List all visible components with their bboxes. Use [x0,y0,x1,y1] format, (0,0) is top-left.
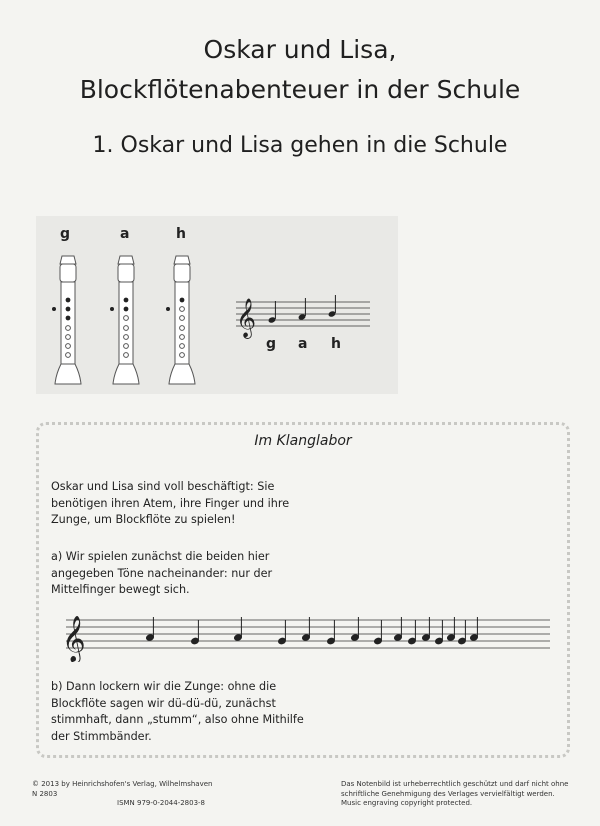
staff-note-label-a: a [298,336,308,352]
recorder-fingering-a-icon [108,254,144,388]
footer-ismn: ISMN 979-0-2044-2803-8 [117,799,206,807]
klanglabor-item-a: a) Wir spielen zunächst die beiden hier angegeben Töne nacheinander: nur der Mittelfinger bewegt sich. [51,550,273,596]
staff-note-label-g: g [266,336,277,352]
fingering-figure [36,216,398,394]
flute-note-label-g: g [60,226,71,242]
klanglabor-box [36,422,570,758]
staff-note-label-h: h [331,336,341,352]
treble-clef-icon: 𝄞 [236,298,257,338]
footer-notice-line1: Das Notenbild ist urheberrechtlich geschützt und darf nicht ohne [341,780,569,788]
klanglabor-item-b: b) Dann lockern wir die Zunge: ohne die Blockflöte sagen wir dü-dü-dü, zunächst stimmhaft, dann „stumm“, also ohne Mithilfe der Stimmbänder. [51,680,304,743]
footer-copyright-line1: © 2013 by Heinrichshofen's Verlag, Wilhelmshaven [32,780,213,788]
chapter-title: 1. Oskar und Lisa gehen in die Schule [92,133,508,158]
recorder-fingering-h-icon [164,254,200,388]
footer-notice-line2: schriftliche Genehmigung des Verlages vervielfältigt werden. [341,789,555,798]
footer-copyright [32,780,213,809]
footer-notice-line3: Music engraving copyright protected. [341,799,473,807]
exercise-staff [30,606,555,662]
flute-note-label-h: h [176,226,186,242]
flute-note-label-a: a [120,226,130,242]
exercise-treble-clef-icon: 𝄞 [62,616,86,662]
klanglabor-title: Im Klanglabor [254,433,352,449]
page-title-line1: Oskar und Lisa, [203,35,397,64]
footer-catalog-number: N 2803 [32,789,58,798]
klanglabor-intro: Oskar und Lisa sind voll beschäftigt: Sie benötigen ihren Atem, ihre Finger und ihre Zunge, um Blockflöte zu spielen! [51,480,290,526]
page-title-line2: Blockflötenabenteuer in der Schule [79,75,521,104]
recorder-fingering-g-icon [50,254,86,388]
footer-notice [341,780,576,809]
